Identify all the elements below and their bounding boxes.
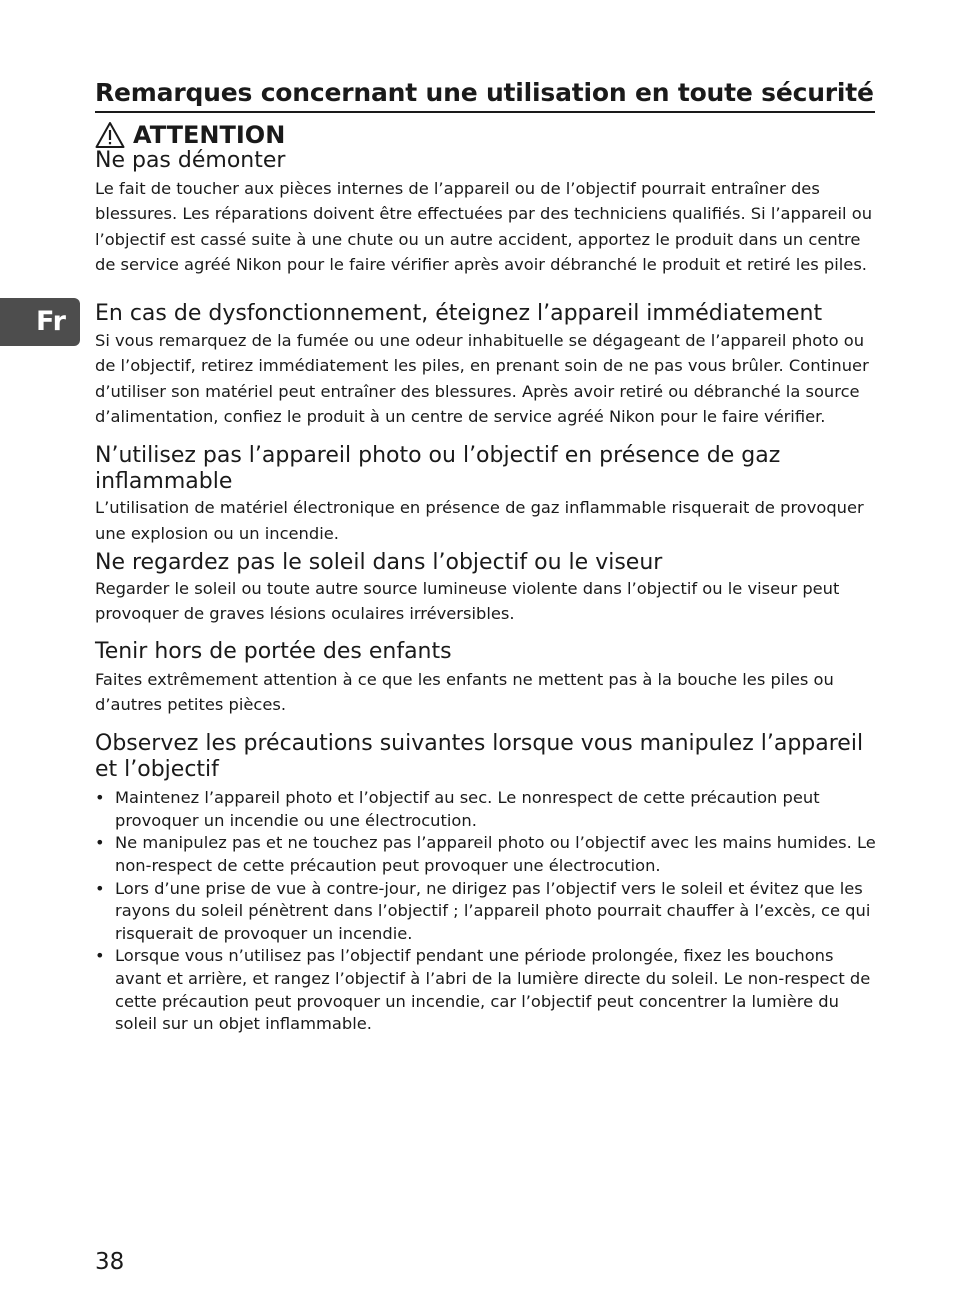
section-heading: Ne pas démonter [95,148,286,173]
section-handling-precautions [95,731,877,1036]
bullet-marker: • [95,833,105,853]
list-item [95,878,877,946]
safety-content [95,148,877,1036]
attention-label: ATTENTION [133,121,286,149]
section-body: Le fait de toucher aux pièces internes de l’appareil ou de l’objectif pourrait entraîner des blessures. Les réparations doivent être effectuées par des techniciens qualifiés. Si l’appareil ou l’objectif est cassé suite à une chute ou un autre accident, apportez le produit dans un centre de service agréé Nikon pour le faire vérifier après avoir débranché le produit et retiré les piles. [95,179,873,274]
section-body: L’utilisation de matériel électronique en présence de gaz inflammable risquerait de provoquer une explosion ou un incendie. [95,498,864,543]
attention-heading [95,118,285,152]
precautions-list [95,787,877,1036]
section-heading: N’utilisez pas l’appareil photo ou l’objectif en présence de gaz inflammable [95,443,781,495]
bullet-marker: • [95,878,105,898]
section-heading: Ne regardez pas le soleil dans l’objectif ou le viseur [95,549,663,575]
section-body: Faites extrêmement attention à ce que les enfants ne mettent pas à la bouche les piles ou d’autres petites pièces. [95,669,834,714]
bullet-marker: • [95,946,105,966]
section-heading: Tenir hors de portée des enfants [95,638,452,664]
warning-triangle-icon [95,121,125,149]
list-item-text: Lors d’une prise de vue à contre-jour, ne dirigez pas l’objectif vers le soleil et évitez que les rayons du soleil pénètrent dans l’objectif ; l’appareil photo pourrait chauffer à l’excès, ce qui risquerait de provoquer un incendie. [115,878,871,943]
section-no-disassembly [95,148,877,277]
section-heading: Observez les précautions suivantes lorsque vous manipulez l’appareil et l’objectif [95,731,864,783]
section-body: Si vous remarquez de la fumée ou une odeur inhabituelle se dégageant de l’appareil photo ou de l’objectif, retirez immédiatement les piles, en prenant soin de ne pas vous brûler. Continuer d’utiliser son matériel peut entraîner des blessures. Après avoir retiré ou débranché la source d’alimentation, confiez le produit à un centre de service agréé Nikon pour le faire vérifier. [95,331,869,427]
section-body: Regarder le soleil ou toute autre source lumineuse violente dans l’objectif ou le viseur peut provoquer de graves lésions oculaires irréversibles. [95,578,840,624]
section-heading: En cas de dysfonctionnement, éteignez l’appareil immédiatement [95,301,823,327]
list-item-text: Ne manipulez pas et ne touchez pas l’appareil photo ou l’objectif avec les mains humides. Le non-respect de cette précaution peut provoquer une électrocution. [115,833,876,875]
section-flammable-gas [95,443,877,546]
list-item-text: Maintenez l’appareil photo et l’objectif au sec. Le nonrespect de cette précaution peut provoquer un incendie ou une électrocution. [115,788,820,830]
section-sun-viewfinder [95,550,877,627]
section-children [95,639,877,718]
list-item [95,832,877,877]
list-item [95,787,877,832]
page-number: 38 [95,1249,125,1275]
language-tab: Fr [0,298,80,346]
list-item-text: Lorsque vous n’utilisez pas l’objectif pendant une période prolongée, fixez les bouchons avant et arrière, et rangez l’objectif à l’abri de la lumière directe du soleil. Le non-respect de cette précaution peut provoquer un incendie, car l’objectif peut concentrer la lumière du soleil sur un objet inflammable. [115,946,871,1034]
bullet-marker: • [95,788,105,808]
page-title: Remarques concernant une utilisation en toute sécurité [95,76,875,113]
section-malfunction [95,301,877,429]
list-item [95,945,877,1035]
